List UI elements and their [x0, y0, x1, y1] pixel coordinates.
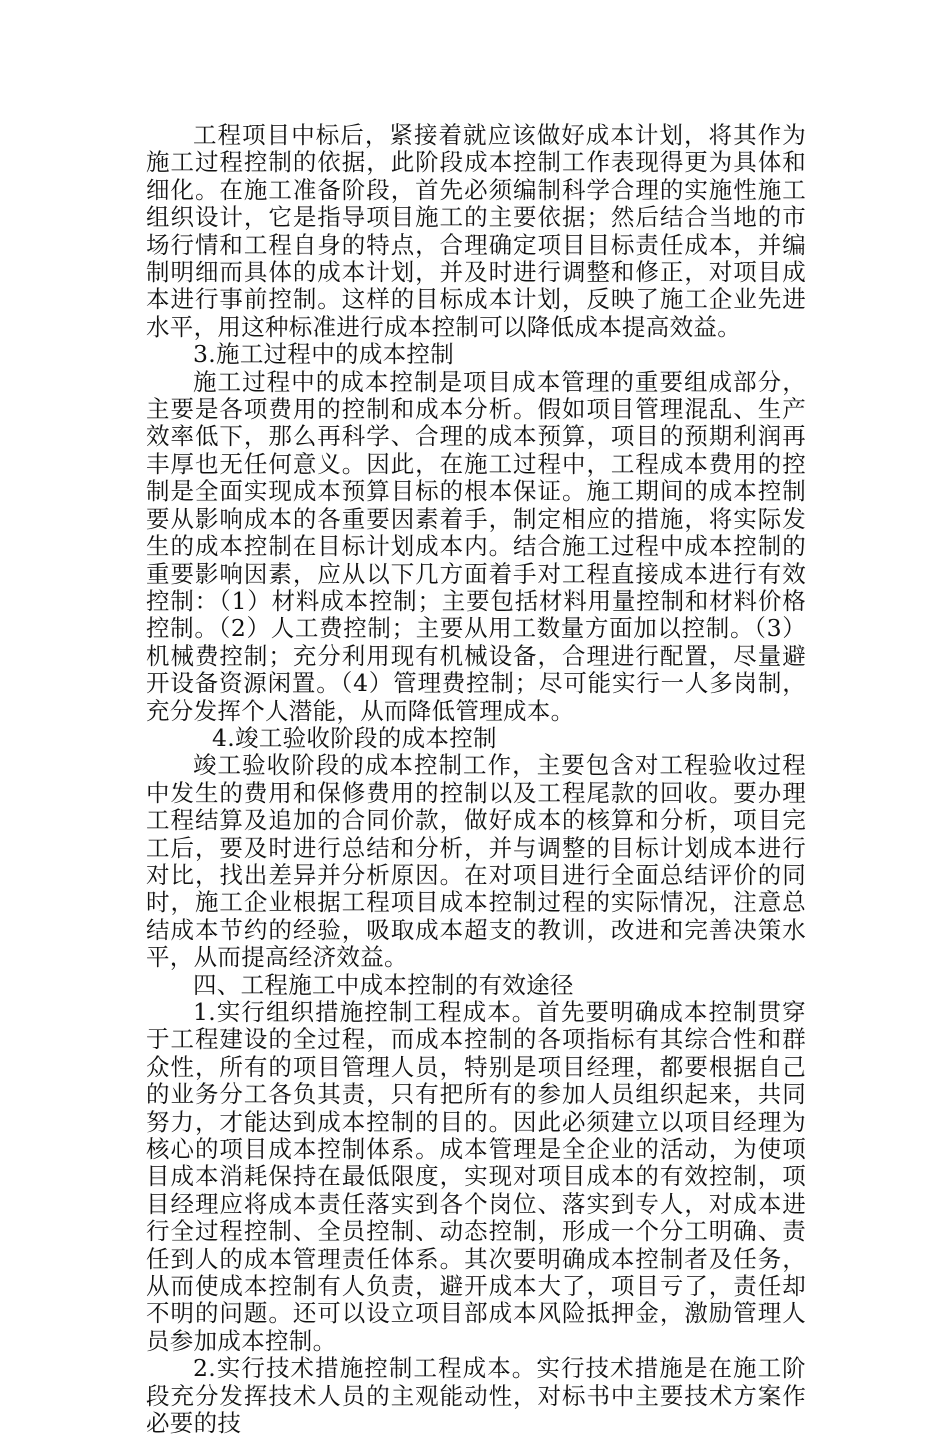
heading-completion-acceptance: 4.竣工验收阶段的成本控制 [212, 723, 497, 752]
heading-effective-approaches: 四、工程施工中成本控制的有效途径 [193, 970, 574, 999]
paragraph-construction-cost-control: 施工过程中的成本控制是项目成本管理的重要组成部分，主要是各项费用的控制和成本分析。假如项目管理混乱、生产效率低下，那么再科学、合理的成本预算，项目的预期利润再丰厚也无任何意义。因此，在施工过程中，工程成本费用的控制是全面实现成本预算目标的根本保证。施工期间的成本控制要从影响成本的各重要因素着手，制定相应的措施，将实际发生的成本控制在目标计划成本内。结合施工过程中成本控制的重要影响因素，应从以下几方面着手对工程直接成本进行有效控制：（1）材料成本控制；主要包括材料用量控制和材料价格控制。（2）人工费控制；主要从用工数量方面加以控制。（3）机械费控制；充分利用现有机械设备，合理进行配置，尽量避开设备资源闲置。（4）管理费控制；尽可能实行一人多岗制，充分发挥个人潜能，从而降低管理成本。 [146, 367, 806, 725]
paragraph-completion-acceptance: 竣工验收阶段的成本控制工作，主要包含对工程验收过程中发生的费用和保修费用的控制以及工程尾款的回收。要办理工程结算及追加的合同价款，做好成本的核算和分析，项目完工后，要及时进行总结和分析，并与调整的目标计划成本进行对比，找出差异并分析原因。在对项目进行全面总结评价的同时，施工企业根据工程项目成本控制过程的实际情况，注意总结成本节约的经验，吸取成本超支的教训，改进和完善决策水平，从而提高经济效益。 [146, 751, 806, 972]
paragraph-technical-measures: 2.实行技术措施控制工程成本。实行技术措施是在施工阶段充分发挥技术人员的主观能动性，对标书中主要技术方案作必要的技 [146, 1354, 806, 1438]
heading-construction-cost-control: 3.施工过程中的成本控制 [193, 340, 455, 369]
document-body [146, 122, 806, 1438]
paragraph-organizational-measures: 1.实行组织措施控制工程成本。首先要明确成本控制贯穿于工程建设的全过程，而成本控制的各项指标有其综合性和群众性，所有的项目管理人员，特别是项目经理，都要根据自己的业务分工各负其责，只有把所有的参加人员组织起来，共同努力，才能达到成本控制的目的。因此必须建立以项目经理为核心的项目成本控制体系。成本管理是全企业的活动，为使项目成本消耗保持在最低限度，实现对项目成本的有效控制，项目经理应将成本责任落实到各个岗位、落实到专人，对成本进行全过程控制、全员控制、动态控制，形成一个分工明确、责任到人的成本管理责任体系。其次要明确成本控制者及任务，从而使成本控制有人负责，避开成本大了，项目亏了，责任却不明的问题。还可以设立项目部成本风险抵押金，激励管理人员参加成本控制。 [146, 998, 806, 1355]
paragraph-cost-plan: 工程项目中标后，紧接着就应该做好成本计划，将其作为施工过程控制的依据，此阶段成本控制工作表现得更为具体和细化。在施工准备阶段，首先必须编制科学合理的实施性施工组织设计，它是指导项目施工的主要依据；然后结合当地的市场行情和工程自身的特点，合理确定项目目标责任成本，并编制明细而具体的成本计划，并及时进行调整和修正，对项目成本进行事前控制。这样的目标成本计划，反映了施工企业先进水平，用这种标准进行成本控制可以降低成本提高效益。 [146, 121, 806, 341]
